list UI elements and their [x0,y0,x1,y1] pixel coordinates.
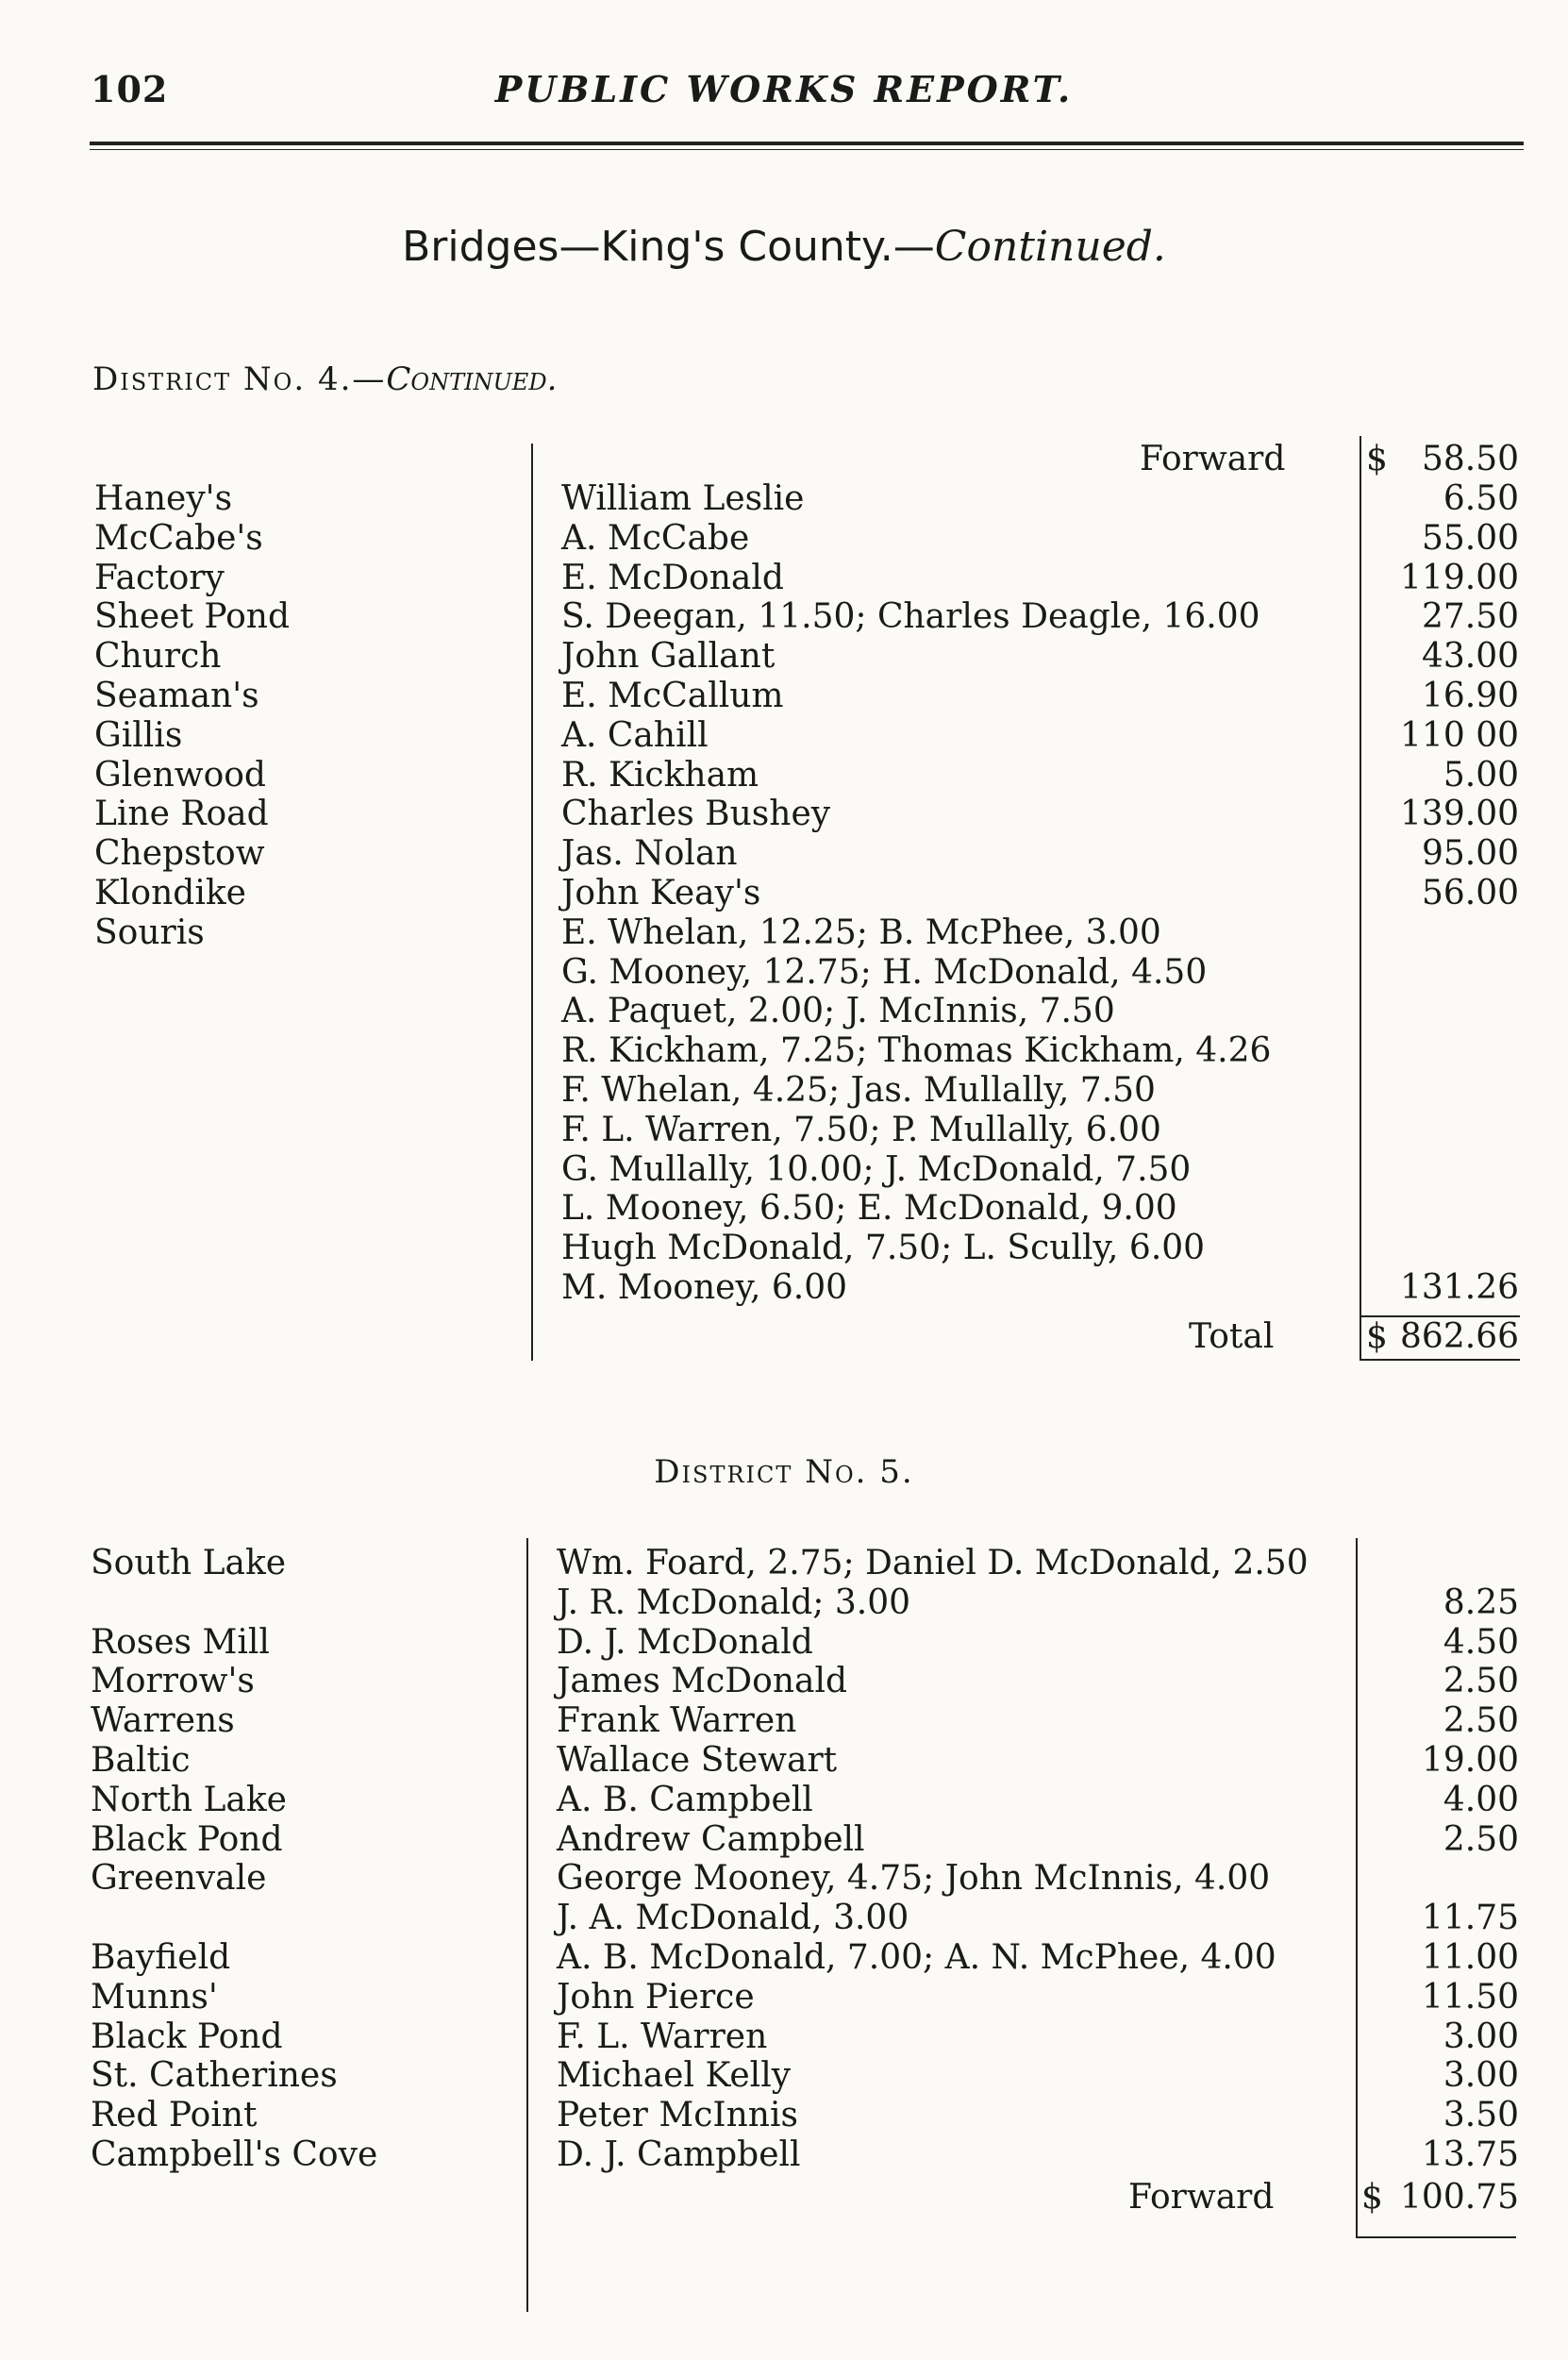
row-place: Klondike [94,874,246,912]
row-place: Haney's [94,479,233,518]
row-amount: 11.00 [1421,1938,1519,1977]
row-payee: G. Mooney, 12.75; H. McDonald, 4.50 [561,952,1208,992]
row-place: Souris [94,912,205,952]
row-place: Gillis [94,715,183,755]
row-payee: A. McCabe [561,518,750,558]
row-amount: 43.00 [1421,637,1519,677]
table-row [0,834,1568,874]
row-payee: A. B. McDonald, 7.00; A. N. McPhee, 4.00 [557,1938,1276,1977]
row-payee: G. Mullally, 10.00; J. McDonald, 7.50 [561,1149,1192,1189]
row-amount: 6.50 [1443,479,1519,518]
row-place: Roses Mill [91,1622,270,1662]
row-amount: 110 00 [1400,715,1519,755]
district-5-forward-label: Forward [1128,2178,1275,2217]
district-4-forward-label: Forward [1140,440,1286,478]
table-row [0,2017,1568,2057]
row-payee: A. Paquet, 2.00; J. McInnis, 7.50 [561,992,1115,1031]
table-row [0,1268,1568,1308]
table-row [0,1781,1568,1820]
table-row [0,1899,1568,1938]
row-payee: L. Mooney, 6.50; E. McDonald, 9.00 [561,1189,1177,1229]
table-row [0,1701,1568,1741]
row-payee: R. Kickham [561,755,759,795]
row-place: Greenvale [91,1859,267,1899]
running-title: PUBLIC WORKS REPORT. [494,68,1074,110]
row-place: North Lake [91,1780,287,1819]
row-payee: J. A. McDonald, 3.00 [557,1899,909,1938]
table-row [0,756,1568,795]
row-place: Seaman's [94,677,259,715]
section-title-main: Bridges—King's County.— [402,223,935,271]
row-amount: 13.75 [1421,2135,1519,2174]
table-row [0,1741,1568,1781]
row-payee: Jas. Nolan [561,834,738,874]
row-amount: 2.50 [1443,1819,1519,1859]
row-place: Baltic [91,1741,191,1780]
row-payee: M. Mooney, 6.00 [561,1268,848,1307]
row-amount: 95.00 [1421,834,1519,874]
table-row [0,2135,1568,2175]
row-amount: 119.00 [1400,558,1519,597]
district-5-forward-currency: $ [1361,2178,1383,2217]
row-payee: Andrew Campbell [557,1819,865,1859]
district-4-total-currency: $ [1366,1317,1388,1356]
row-place: Chepstow [94,834,265,874]
row-place: Campbell's Cove [91,2135,378,2174]
district-4-total-rule [1359,1359,1520,1361]
row-place: Line Road [94,795,269,834]
header-rule [90,142,1524,150]
row-payee: A. B. Campbell [557,1780,813,1819]
row-amount: 3.50 [1443,2096,1519,2135]
row-amount: 4.00 [1443,1780,1519,1819]
row-place: Bayfield [91,1938,231,1977]
district-4-heading [92,360,557,398]
row-amount: 8.25 [1443,1582,1519,1622]
table-row [0,519,1568,559]
table-row [0,1071,1568,1111]
row-amount: 4.50 [1443,1622,1519,1662]
row-payee: F. L. Warren, 7.50; P. Mullally, 6.00 [561,1110,1161,1149]
table-row [0,992,1568,1031]
district-4-total-label: Total [1189,1317,1275,1356]
table-row [0,677,1568,716]
row-payee: John Keay's [561,874,761,912]
table-row [0,2056,1568,2096]
row-payee: E. Whelan, 12.25; B. McPhee, 3.00 [561,912,1161,952]
row-payee: F. Whelan, 4.25; Jas. Mullally, 7.50 [561,1071,1156,1110]
row-amount: 55.00 [1421,518,1519,558]
row-payee: Hugh McDonald, 7.50; L. Scully, 6.00 [561,1229,1206,1268]
district-4-forward-currency: $ [1366,440,1388,478]
row-place: McCabe's [94,518,263,558]
table-row [0,637,1568,677]
table-row [0,1662,1568,1701]
row-payee: F. L. Warren [557,2017,768,2056]
row-amount: 27.50 [1421,597,1519,637]
row-place: South Lake [91,1544,287,1582]
row-amount: 56.00 [1421,874,1519,912]
district-5-forward-amount: 100.75 [1400,2178,1519,2217]
row-payee: Frank Warren [557,1701,797,1741]
row-payee: George Mooney, 4.75; John McInnis, 4.00 [557,1859,1271,1899]
table-row [0,1111,1568,1150]
row-place: Munns' [91,1977,218,2017]
row-payee: E. McCallum [561,677,784,715]
district-5-subtotal-rule [1356,2236,1516,2238]
table-row [0,1544,1568,1583]
table-row [0,913,1568,953]
row-amount: 11.75 [1421,1899,1519,1938]
table-row [0,795,1568,834]
row-amount: 19.00 [1421,1741,1519,1780]
page-number: 102 [91,68,169,110]
district-4-heading-main: District No. 4.— [92,360,387,398]
table-row [0,2096,1568,2135]
table-row [0,1189,1568,1229]
row-place: Black Pond [91,1819,283,1859]
row-amount: 2.50 [1443,1662,1519,1701]
table-row [0,1938,1568,1978]
table-row [0,1583,1568,1623]
district-4-heading-continued: Continued. [386,360,558,398]
table-row [0,716,1568,756]
row-payee: R. Kickham, 7.25; Thomas Kickham, 4.26 [561,1031,1272,1071]
table-row [0,1978,1568,2017]
row-amount: 3.00 [1443,2056,1519,2096]
row-payee: D. J. Campbell [557,2135,801,2174]
row-payee: D. J. McDonald [557,1622,813,1662]
row-payee: J. R. McDonald; 3.00 [557,1582,911,1622]
row-payee: William Leslie [561,479,805,518]
row-amount: 139.00 [1400,795,1519,834]
row-place: Warrens [91,1701,235,1741]
row-payee: Peter McInnis [557,2096,798,2135]
table-row [0,1150,1568,1190]
table-row [0,1623,1568,1663]
table-row [0,1820,1568,1860]
row-place: Sheet Pond [94,597,291,637]
row-payee: Wallace Stewart [557,1741,838,1780]
district-4-total-amount: 862.66 [1400,1317,1519,1356]
row-amount: 2.50 [1443,1701,1519,1741]
row-amount: 3.00 [1443,2017,1519,2056]
table-row [0,479,1568,519]
row-amount: 16.90 [1421,677,1519,715]
table-row [0,874,1568,913]
district-5-heading: District No. 5. [654,1453,914,1491]
table-row [0,1031,1568,1071]
row-payee: Wm. Foard, 2.75; Daniel D. McDonald, 2.50 [557,1544,1309,1582]
section-title [0,223,1568,271]
row-place: St. Catherines [91,2056,338,2096]
row-payee: James McDonald [557,1662,848,1701]
table-row [0,597,1568,637]
row-payee: E. McDonald [561,558,784,597]
table-row [0,559,1568,598]
row-place: Glenwood [94,755,266,795]
row-payee: A. Cahill [561,715,709,755]
row-place: Black Pond [91,2017,283,2056]
row-amount: 5.00 [1443,755,1519,795]
row-payee: Charles Bushey [561,795,831,834]
table-row [0,953,1568,993]
row-payee: John Pierce [557,1977,755,2017]
row-place: Factory [94,558,225,597]
table-row [0,1229,1568,1268]
row-payee: John Gallant [561,637,776,677]
row-place: Red Point [91,2096,258,2135]
section-title-continued: Continued. [934,223,1166,271]
row-amount: 131.26 [1400,1268,1519,1307]
row-payee: S. Deegan, 11.50; Charles Deagle, 16.00 [561,597,1260,637]
district-4-forward-amount: 58.50 [1421,440,1519,478]
table-row [0,1859,1568,1899]
row-amount: 11.50 [1421,1977,1519,2017]
row-payee: Michael Kelly [557,2056,792,2096]
row-place: Morrow's [91,1662,255,1701]
row-place: Church [94,637,222,677]
